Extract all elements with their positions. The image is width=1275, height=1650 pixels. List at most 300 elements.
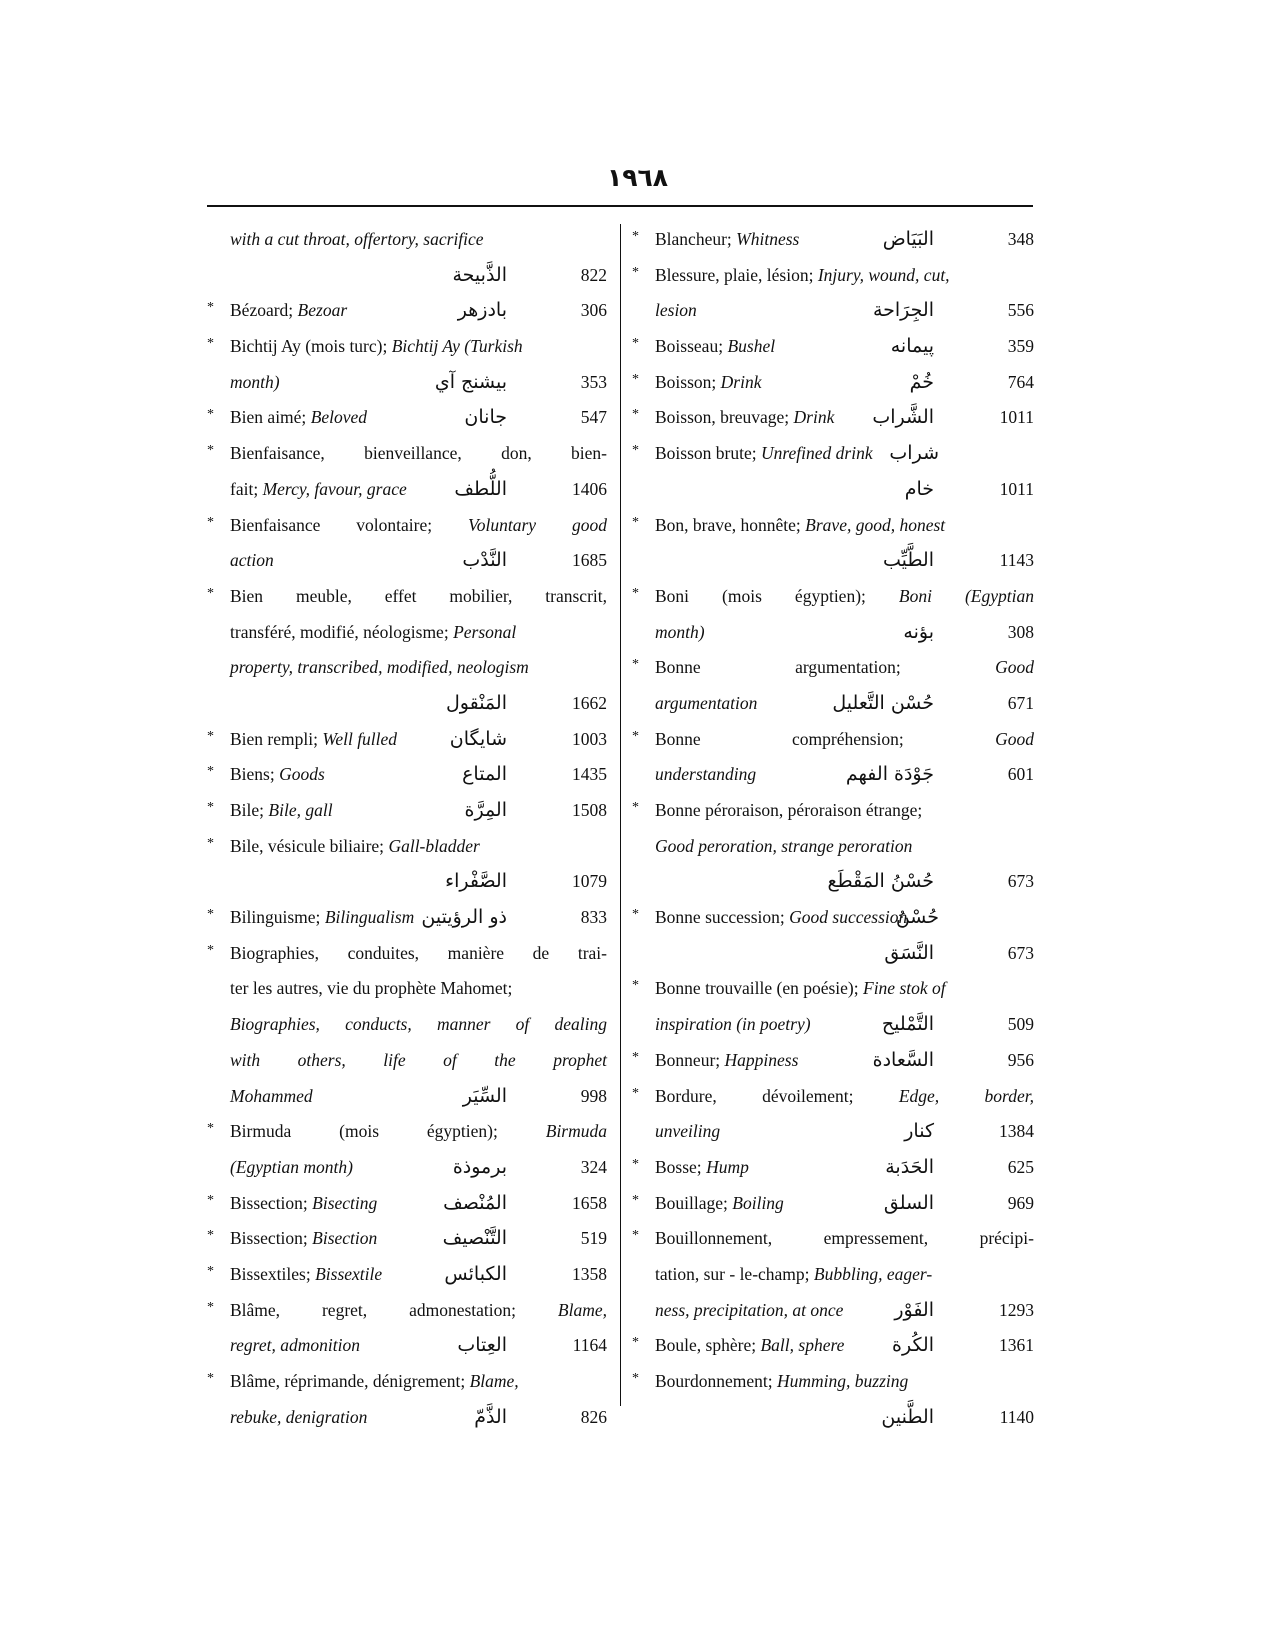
english-term: Personal <box>453 621 517 642</box>
french-term: Bouillage; <box>655 1192 733 1213</box>
entry-line <box>207 793 607 829</box>
entry-text <box>655 329 874 365</box>
english-term: Birmuda <box>545 1121 607 1142</box>
english-term: inspiration (in poetry) <box>655 1014 811 1035</box>
english-term: property, transcribed, modified, neologism <box>230 657 529 678</box>
english-term: ness, precipitation, at once <box>655 1299 844 1320</box>
bullet-marker: * <box>207 1263 214 1279</box>
entry-line <box>632 615 1034 651</box>
entry-text <box>655 365 874 401</box>
english-term: action <box>230 550 274 571</box>
french-term: Boisson brute; <box>655 443 761 464</box>
reference-number: 822 <box>580 264 607 285</box>
column-divider <box>620 224 621 1406</box>
arabic-term: السَّعادة <box>872 1048 934 1071</box>
reference-number: 519 <box>580 1228 607 1249</box>
entry-line <box>632 1079 1034 1115</box>
english-term: Injury, wound, cut, <box>817 264 950 285</box>
bullet-marker: * <box>632 907 639 923</box>
arabic-term: الجِرَاحة <box>872 299 934 322</box>
dictionary-entry <box>207 293 607 329</box>
entry-text <box>655 1079 1034 1115</box>
english-term: with a cut throat, offertory, sacrifice <box>230 229 484 249</box>
dictionary-entry <box>207 1364 607 1435</box>
entry-line <box>207 757 607 793</box>
french-term: Boisseau; <box>655 336 728 357</box>
english-term: Good <box>995 657 1034 678</box>
entry-text <box>655 1257 1034 1293</box>
entry-text <box>230 722 447 758</box>
english-term: Voluntary good <box>468 514 607 535</box>
bullet-marker: * <box>207 1371 214 1386</box>
dictionary-entry <box>632 1043 1034 1079</box>
dictionary-entry <box>632 365 1034 401</box>
french-term: Bouillonnement, empressement, précipi- <box>655 1228 1034 1249</box>
entry-text <box>655 1007 874 1043</box>
arabic-term: برموذة <box>452 1155 507 1178</box>
french-term: Bile; <box>230 800 269 820</box>
arabic-term: الصَّفْراء <box>445 870 507 893</box>
arabic-term: كنار <box>904 1120 934 1143</box>
arabic-term: النَّدْب <box>462 549 507 572</box>
entry-text <box>230 1328 447 1364</box>
entry-text <box>655 1114 874 1150</box>
english-term: Drink <box>720 371 762 392</box>
arabic-term: اللُّطف <box>454 477 507 500</box>
arabic-term: الكبائس <box>444 1262 507 1285</box>
dictionary-entry <box>632 900 1034 971</box>
reference-number: 1662 <box>572 692 607 713</box>
english-term: Gall-bladder <box>388 835 480 856</box>
french-term: tation, sur - le-champ; <box>655 1263 814 1284</box>
entry-line <box>207 472 607 508</box>
entry-line <box>207 829 607 865</box>
entry-text <box>655 1364 1034 1400</box>
arabic-term: الذَّمّ <box>474 1405 507 1428</box>
entry-line <box>207 1186 607 1222</box>
dictionary-entry <box>632 1364 1034 1435</box>
entry-line <box>632 650 1034 686</box>
english-term: Bisection <box>312 1228 378 1249</box>
reference-number: 1003 <box>572 728 607 749</box>
dictionary-entry <box>207 436 607 507</box>
entry-line <box>207 1007 607 1043</box>
entry-text <box>230 1079 447 1115</box>
french-term: Blancheur; <box>655 229 737 249</box>
entry-text <box>230 436 607 472</box>
english-term: Blame, <box>469 1371 519 1391</box>
bullet-marker: * <box>632 1049 639 1065</box>
dictionary-entry <box>632 1186 1034 1222</box>
english-term: (Egyptian month) <box>230 1156 353 1177</box>
entry-line <box>632 472 1034 508</box>
arabic-term: الكُرة <box>892 1334 934 1357</box>
english-term: argumentation <box>655 692 758 713</box>
english-term: Fine stok of <box>863 978 946 999</box>
dictionary-entry <box>207 1257 607 1293</box>
entry-line <box>207 258 607 294</box>
bullet-marker: * <box>632 1335 639 1351</box>
entry-line <box>632 1186 1034 1222</box>
dictionary-entry <box>207 829 607 900</box>
bullet-marker: * <box>207 1299 214 1315</box>
reference-number: 1384 <box>999 1121 1034 1142</box>
english-term: Mohammed <box>230 1085 313 1106</box>
arabic-term: الحَدَبة <box>885 1155 934 1178</box>
entry-text <box>655 1293 874 1329</box>
french-term: Biens; <box>230 764 280 785</box>
entry-text <box>230 579 607 615</box>
arabic-term: الفَوْر <box>894 1298 934 1321</box>
entry-line <box>207 400 607 436</box>
bullet-marker: * <box>207 764 214 780</box>
reference-number: 1164 <box>572 1335 607 1356</box>
french-term: fait; <box>230 478 263 499</box>
dictionary-entry <box>207 400 607 436</box>
bullet-marker: * <box>207 942 214 958</box>
entry-line <box>207 508 607 544</box>
entry-line <box>207 686 607 722</box>
entry-line <box>632 1221 1034 1257</box>
french-term: Bissection; <box>230 1228 313 1249</box>
french-term: Bien aimé; <box>230 407 311 428</box>
entry-text <box>230 829 607 865</box>
english-term: Bezoar <box>297 300 348 321</box>
entry-text <box>230 1400 447 1436</box>
english-term: Bichtij Ay (Turkish <box>391 336 523 357</box>
bullet-marker: * <box>632 657 639 673</box>
entry-text <box>655 400 874 436</box>
english-term: Whitness <box>736 229 800 249</box>
dictionary-entry <box>207 1221 607 1257</box>
entry-text <box>230 1186 447 1222</box>
dictionary-entry <box>632 579 1034 650</box>
entry-line <box>632 722 1034 758</box>
entry-line <box>207 579 607 615</box>
arabic-term: بيشنج آي <box>434 370 507 393</box>
dictionary-entry <box>632 222 1034 258</box>
french-term: Boisson, breuvage; <box>655 407 794 428</box>
arabic-term: المِرَّة <box>464 799 507 821</box>
dictionary-entry <box>632 793 1034 900</box>
dictionary-entry <box>207 1114 607 1185</box>
french-term: Bosse; <box>655 1156 707 1177</box>
english-term: Ball, sphere <box>760 1335 845 1356</box>
bullet-marker: * <box>207 585 214 601</box>
entry-line <box>207 864 607 900</box>
reference-number: 764 <box>1007 371 1034 392</box>
entry-line <box>207 936 607 972</box>
entry-line <box>632 436 1034 472</box>
english-term: Good peroration, strange peroration <box>655 835 913 856</box>
dictionary-entry <box>632 258 1034 329</box>
arabic-term: حُسْنُ المَقْطَع <box>827 870 934 893</box>
entry-line <box>207 722 607 758</box>
entry-line <box>632 508 1034 544</box>
dictionary-entry <box>207 900 607 936</box>
reference-number: 308 <box>1007 621 1034 642</box>
entry-text <box>230 1043 607 1079</box>
entry-text <box>230 1114 607 1150</box>
french-term: Bienfaisance, bienveillance, don, bien- <box>230 443 607 464</box>
dictionary-entry <box>207 579 607 722</box>
french-term: Bonne péroraison, péroraison étrange; <box>655 800 923 820</box>
reference-number: 1143 <box>999 550 1034 571</box>
english-term: Hump <box>706 1156 749 1177</box>
arabic-term: المَنْقول <box>445 691 507 714</box>
entry-text <box>230 400 447 436</box>
english-term: Drink <box>793 407 835 428</box>
reference-number: 1079 <box>572 871 607 892</box>
entry-text <box>230 1221 447 1257</box>
bullet-marker: * <box>207 835 214 851</box>
entry-text <box>230 1293 607 1329</box>
arabic-term: المُنْصف <box>443 1191 507 1214</box>
english-term: Boni (Egyptian <box>898 585 1034 606</box>
entry-text <box>655 793 1034 829</box>
entry-line <box>207 900 607 936</box>
arabic-term: البَيَاض <box>882 228 934 250</box>
entry-text <box>230 508 607 544</box>
entry-line <box>207 1293 607 1329</box>
dictionary-entry <box>207 329 607 400</box>
reference-number: 601 <box>1007 764 1034 785</box>
french-term: Bonne argumentation; <box>655 657 996 678</box>
english-term: Brave, good, honest <box>805 514 946 535</box>
english-term: Edge, border, <box>898 1085 1034 1106</box>
bullet-marker: * <box>632 800 639 815</box>
reference-number: 324 <box>580 1156 607 1177</box>
arabic-term: التَّنْصيف <box>442 1227 507 1250</box>
french-term: Blâme, réprimande, dénigrement; <box>230 1371 470 1391</box>
arabic-term: بؤنه <box>903 620 934 643</box>
english-term: regret, admonition <box>230 1335 360 1356</box>
bullet-marker: * <box>207 728 214 744</box>
entry-line <box>207 365 607 401</box>
bullet-marker: * <box>207 300 214 316</box>
reference-number: 1685 <box>572 550 607 571</box>
entry-line <box>207 1221 607 1257</box>
reference-number: 1435 <box>572 764 607 785</box>
dictionary-entry <box>207 793 607 829</box>
bullet-marker: * <box>632 978 639 994</box>
reference-number: 1140 <box>999 1406 1034 1427</box>
header-rule <box>207 205 1033 207</box>
english-term: Good succession <box>789 907 908 928</box>
entry-text <box>230 293 447 329</box>
bullet-marker: * <box>207 907 214 923</box>
arabic-term: الشَّراب <box>872 406 934 429</box>
bullet-marker: * <box>632 336 639 352</box>
page-number: ١٩٦٨ <box>606 163 669 192</box>
bullet-marker: * <box>207 443 214 459</box>
reference-number: 998 <box>580 1085 607 1106</box>
english-term: Blame, <box>557 1299 607 1320</box>
dictionary-entry <box>632 650 1034 721</box>
french-term: Blâme, regret, admonestation; <box>230 1299 558 1320</box>
dictionary-entry <box>632 400 1034 436</box>
reference-number: 673 <box>1007 942 1034 963</box>
entry-text <box>655 293 874 329</box>
french-term: Bienfaisance volontaire; <box>230 514 469 535</box>
entry-text <box>655 579 1034 615</box>
entry-text <box>230 650 607 686</box>
reference-number: 826 <box>580 1406 607 1427</box>
english-term: Bissextile <box>315 1263 383 1284</box>
entry-text <box>230 900 447 936</box>
entry-line <box>207 1400 607 1436</box>
arabic-term: شايگان <box>449 727 507 750</box>
entry-line <box>632 1114 1034 1150</box>
bullet-marker: * <box>207 1228 214 1244</box>
entry-line <box>632 1400 1034 1436</box>
entry-line <box>207 329 607 365</box>
entry-line <box>632 1150 1034 1186</box>
entry-text <box>655 222 874 258</box>
arabic-term: العِتاب <box>457 1334 507 1357</box>
bullet-marker: * <box>632 1156 639 1172</box>
french-term: Bilinguisme; <box>230 907 325 928</box>
english-term: Humming, buzzing <box>777 1371 909 1391</box>
entry-line <box>632 365 1034 401</box>
arabic-term: پيمانه <box>890 335 934 358</box>
reference-number: 833 <box>580 907 607 928</box>
entry-line <box>207 293 607 329</box>
entry-line <box>207 1043 607 1079</box>
arabic-term: الطَّيِّب <box>882 549 934 572</box>
entry-line <box>207 615 607 651</box>
arabic-term: الطَّنين <box>881 1405 934 1428</box>
entry-line <box>632 1328 1034 1364</box>
english-term: Bilingualism <box>324 907 415 928</box>
english-term: Bubbling, eager- <box>813 1263 933 1284</box>
reference-number: 1406 <box>572 478 607 499</box>
entry-text <box>655 1043 874 1079</box>
entry-text <box>655 900 924 936</box>
entry-line <box>632 543 1034 579</box>
reference-number: 956 <box>1007 1049 1034 1070</box>
dictionary-entry <box>207 1186 607 1222</box>
entry-text <box>655 258 1034 294</box>
bullet-marker: * <box>632 407 639 423</box>
entry-text <box>230 1150 447 1186</box>
reference-number: 969 <box>1007 1192 1034 1213</box>
arabic-term: ذو الرؤيتين <box>421 906 507 929</box>
reference-number: 348 <box>1007 229 1034 249</box>
bullet-marker: * <box>632 514 639 530</box>
french-term: Bissextiles; <box>230 1263 316 1284</box>
english-term: Beloved <box>310 407 368 428</box>
reference-number: 1658 <box>572 1192 607 1213</box>
dictionary-entry <box>632 329 1034 365</box>
entry-text <box>655 722 1034 758</box>
entry-text <box>230 1007 607 1043</box>
arabic-term: جانان <box>464 406 507 429</box>
french-term: transféré, modifié, néologisme; <box>230 621 454 642</box>
entry-text <box>655 757 874 793</box>
dictionary-entry <box>207 508 607 579</box>
french-term: Bourdonnement; <box>655 1371 777 1391</box>
entry-text <box>655 436 924 472</box>
entry-text <box>655 508 1034 544</box>
entry-line <box>632 293 1034 329</box>
bullet-marker: * <box>207 1121 214 1137</box>
dictionary-entry <box>632 436 1034 507</box>
dictionary-entry <box>207 722 607 758</box>
entry-text <box>230 329 607 365</box>
entry-line <box>632 1257 1034 1293</box>
reference-number: 509 <box>1007 1014 1034 1035</box>
arabic-term: السِّيَر <box>462 1084 507 1107</box>
reference-number: 353 <box>580 371 607 392</box>
english-term: Unrefined drink <box>760 443 873 464</box>
left-column <box>207 222 607 1435</box>
entry-line <box>207 222 607 258</box>
entry-text <box>230 1257 447 1293</box>
entry-line <box>632 686 1034 722</box>
entry-text <box>655 650 1034 686</box>
french-term: Bézoard; <box>230 300 298 321</box>
reference-number: 1508 <box>572 800 607 820</box>
french-term: Boisson; <box>655 371 721 392</box>
english-term: Happiness <box>724 1049 799 1070</box>
entry-line <box>632 900 1034 936</box>
reference-number: 1011 <box>999 407 1034 428</box>
reference-number: 625 <box>1007 1156 1034 1177</box>
dictionary-entry <box>207 757 607 793</box>
bullet-marker: * <box>207 407 214 423</box>
entry-text <box>230 936 607 972</box>
entry-text <box>230 543 447 579</box>
entry-text <box>230 971 607 1007</box>
bullet-marker: * <box>632 443 639 459</box>
entry-text <box>230 472 447 508</box>
french-term: Boni (mois égyptien); <box>655 585 899 606</box>
french-term: Bonne compréhension; <box>655 728 996 749</box>
entry-line <box>632 400 1034 436</box>
arabic-term: السلق <box>883 1191 934 1214</box>
entry-line <box>632 829 1034 865</box>
entry-text <box>655 615 874 651</box>
english-term: rebuke, denigration <box>230 1406 368 1427</box>
entry-line <box>207 1328 607 1364</box>
english-term: unveiling <box>655 1121 721 1142</box>
arabic-term: النَّسَق <box>884 941 934 964</box>
bullet-marker: * <box>207 514 214 530</box>
english-term: month) <box>655 621 705 642</box>
reference-number: 1358 <box>572 1263 607 1284</box>
bullet-marker: * <box>632 1085 639 1101</box>
entry-line <box>632 1043 1034 1079</box>
entry-line <box>207 436 607 472</box>
bullet-marker: * <box>632 1371 639 1386</box>
reference-number: 359 <box>1007 336 1034 357</box>
english-term: Bile, gall <box>268 800 333 820</box>
bullet-marker: * <box>207 800 214 815</box>
arabic-term-part: شراب <box>889 442 939 465</box>
entry-line <box>207 1364 607 1400</box>
dictionary-entry <box>632 1150 1034 1186</box>
french-term: Bien meuble, effet mobilier, transcrit, <box>230 585 607 606</box>
arabic-term: خُمْ <box>909 370 934 393</box>
french-term: ter les autres, vie du prophète Mahomet; <box>230 978 513 999</box>
reference-number: 1361 <box>999 1335 1034 1356</box>
entry-line <box>632 1364 1034 1400</box>
entry-line <box>632 1007 1034 1043</box>
entry-text <box>655 1186 874 1222</box>
reference-number: 547 <box>580 407 607 428</box>
entry-line <box>207 1114 607 1150</box>
